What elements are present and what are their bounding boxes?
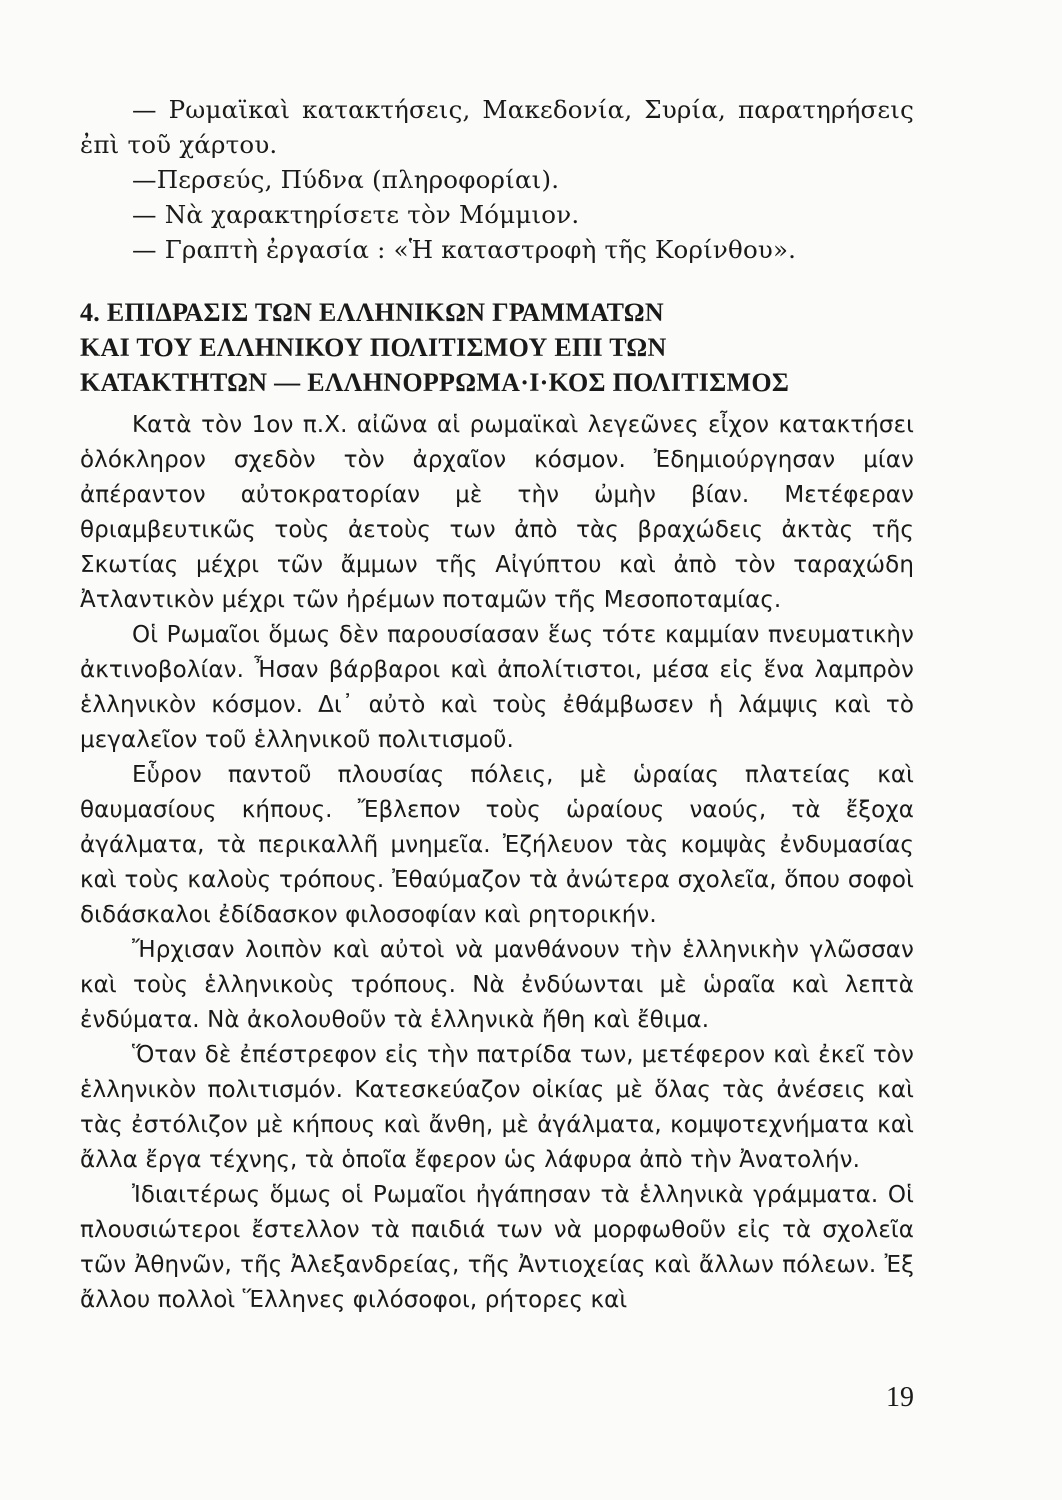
body-paragraph: Εὗρον παντοῦ πλουσίας πόλεις, μὲ ὡραίας πλατείας καὶ θαυμασίους κήπους. Ἔβλεπον τοὺς ὡραίους ναούς, τὰ ἔξοχα ἀγάλματα, τὰ περικαλλῆ μνημεῖα. Ἐζήλευον τὰς κομψὰς ἐνδυμασίας καὶ τοὺς καλοὺς τρόπους. Ἐθαύμαζον τὰ ἀνώτερα σχολεῖα, ὅπου σοφοὶ διδάσκαλοι ἐδίδασκον φιλοσοφίαν καὶ ρητορικήν.: [80, 762, 914, 928]
exercise-item: — Γραπτὴ ἐργασία : «Ἡ καταστροφὴ τῆς Κορίνθου».: [132, 235, 797, 264]
body-paragraph: Οἱ Ρωμαῖοι ὅμως δὲν παρουσίασαν ἕως τότε καμμίαν πνευματικὴν ἀκτινοβολίαν. Ἦσαν βάρβαροι καὶ ἀπολίτιστοι, μέσα εἰς ἕνα λαμπρὸν ἑλληνικὸν κόσμον. Δι᾽ αὐτὸ καὶ τοὺς ἐθάμβωσεν ἡ λάμψις καὶ τὸ μεγαλεῖον τοῦ ἑλληνικοῦ πολιτισμοῦ.: [80, 622, 914, 753]
exercise-item: — Νὰ χαρακτηρίσετε τὸν Μόμμιον.: [132, 200, 580, 229]
exercise-item: —Περσεύς, Πύδνα (πληροφορίαι).: [132, 165, 560, 194]
body-paragraph: Κατὰ τὸν 1ον π.Χ. αἰῶνα αἱ ρωμαϊκαὶ λεγεῶνες εἶχον κατακτήσει ὁλόκληρον σχεδὸν τὸν ἀρχαῖον κόσμον. Ἐδημιούργησαν μίαν ἀπέραντον αὐτοκρατορίαν μὲ τὴν ὠμὴν βίαν. Μετέφεραν θριαμβευτικῶς τοὺς ἀετοὺς των ἀπὸ τὰς βραχώδεις ἀκτὰς τῆς Σκωτίας μέχρι τῶν ἄμμων τῆς Αἰγύπτου καὶ ἀπὸ τὸν ταραχώδη Ἀτλαντικὸν μέχρι τῶν ἠρέμων ποταμῶν τῆς Μεσοποταμίας.: [80, 412, 914, 613]
section-heading-line-2: ΚΑΙ ΤΟΥ ΕΛΛΗΝΙΚΟΥ ΠΟΛΙΤΙΣΜΟΥ ΕΠΙ ΤΩΝ: [80, 333, 667, 362]
body-paragraph: Ἰδιαιτέρως ὅμως οἱ Ρωμαῖοι ἠγάπησαν τὰ ἑλληνικὰ γράμματα. Οἱ πλουσιώτεροι ἔστελλον τὰ παιδιά των νὰ μορφωθοῦν εἰς τὰ σχολεῖα τῶν Ἀθηνῶν, τῆς Ἀλεξανδρείας, τῆς Ἀντιοχείας καὶ ἄλλων πόλεων. Ἐξ ἄλλου πολλοὶ Ἕλληνες φιλόσοφοι, ρήτορες καὶ: [80, 1182, 914, 1313]
exercise-item: — Ρωμαϊκαὶ κατακτήσεις, Μακεδονία, Συρία, παρατηρήσεις ἐπὶ τοῦ χάρτου.: [80, 95, 914, 159]
body-paragraph: Ὅταν δὲ ἐπέστρεφον εἰς τὴν πατρίδα των, μετέφερον καὶ ἐκεῖ τὸν ἑλληνικὸν πολιτισμόν. Κατεσκεύαζον οἰκίας μὲ ὅλας τὰς ἀνέσεις καὶ τὰς ἐστόλιζον μὲ κήπους καὶ ἄνθη, μὲ ἀγάλματα, κομψοτεχνήματα καὶ ἄλλα ἔργα τέχνης, τὰ ὁποῖα ἔφερον ὡς λάφυρα ἀπὸ τὴν Ἀνατολήν.: [80, 1042, 914, 1173]
page-number: 19: [886, 1382, 914, 1413]
page-content: [80, 92, 914, 1318]
section-heading: [80, 295, 914, 400]
section-heading-line-1: 4. ΕΠΙΔΡΑΣΙΣ ΤΩΝ ΕΛΛΗΝΙΚΩΝ ΓΡΑΜΜΑΤΩΝ: [80, 298, 664, 327]
section-heading-line-3: ΚΑΤΑΚΤΗΤΩΝ — ΕΛΛΗΝΟΡΡΩΜΑ·Ι·ΚΟΣ ΠΟΛΙΤΙΣΜΟΣ: [80, 368, 790, 397]
body-paragraph: Ἤρχισαν λοιπὸν καὶ αὐτοὶ νὰ μανθάνουν τὴν ἑλληνικὴν γλῶσσαν καὶ τοὺς ἑλληνικοὺς τρόπους. Νὰ ἐνδύωνται μὲ ὡραῖα καὶ λεπτὰ ἐνδύματα. Νὰ ἀκολουθοῦν τὰ ἑλληνικὰ ἤθη καὶ ἔθιμα.: [80, 937, 914, 1033]
exercise-list: [80, 92, 914, 267]
section-body: [80, 408, 914, 1318]
